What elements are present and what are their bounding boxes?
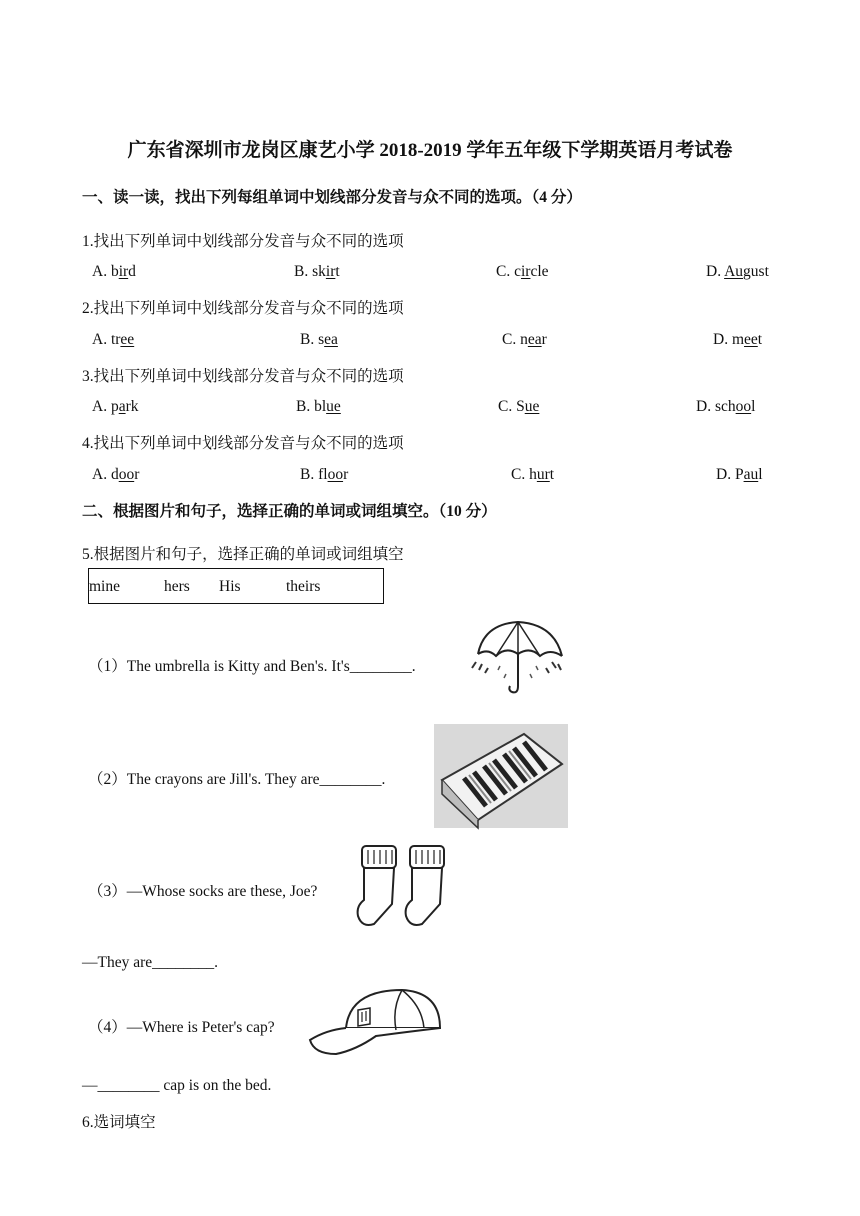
umbrella-image [470, 618, 570, 700]
q5-item-2: （2）The crayons are Jill's. They are________. [88, 771, 386, 788]
question-3-stem: 3.找出下列单词中划线部分发音与众不同的选项 [82, 368, 404, 385]
question-6-stem: 6.选词填空 [82, 1114, 156, 1131]
q2-option-b: B. sea [300, 331, 338, 348]
q3-option-a: A. park [92, 398, 139, 415]
question-2-stem: 2.找出下列单词中划线部分发音与众不同的选项 [82, 300, 404, 317]
q1-option-a: A. bird [92, 263, 136, 280]
question-5-stem: 5.根据图片和句子，选择正确的单词或词组填空 [82, 546, 404, 563]
page-title: 广东省深圳市龙岗区康艺小学 2018-2019 学年五年级下学期英语月考试卷 [127, 140, 733, 161]
q4-option-d: D. Paul [716, 466, 763, 483]
q3-option-d: D. school [696, 398, 756, 415]
q2-option-c: C. near [502, 331, 547, 348]
q2-option-a: A. tree [92, 331, 135, 348]
section-1-heading: 一、读一读，找出下列每组单词中划线部分发音与众不同的选项。（4 分） [82, 189, 582, 206]
word-bank-word: mine [89, 578, 120, 595]
q5-item-4-answer: —________ cap is on the bed. [82, 1077, 272, 1094]
q4-option-a: A. door [92, 466, 140, 483]
q5-item-1: （1）The umbrella is Kitty and Ben's. It's________. [88, 658, 416, 675]
q1-option-c: C. circle [496, 263, 549, 280]
q4-option-b: B. floor [300, 466, 349, 483]
q5-item-3: （3）—Whose socks are these, Joe? [88, 883, 318, 900]
q1-option-d: D. August [706, 263, 769, 280]
cap-image [306, 984, 446, 1058]
q2-option-d: D. meet [713, 331, 763, 348]
section-2-heading: 二、根据图片和句子，选择正确的单词或词组填空。（10 分） [82, 503, 497, 520]
word-bank-word: theirs [286, 578, 321, 595]
q3-option-c: C. Sue [498, 398, 540, 415]
q5-item-3-answer: —They are________. [82, 954, 219, 971]
q4-option-c: C. hurt [511, 466, 555, 483]
word-bank-box [88, 568, 384, 604]
question-1-stem: 1.找出下列单词中划线部分发音与众不同的选项 [82, 233, 404, 250]
socks-image [352, 842, 452, 930]
word-bank-word: His [219, 578, 241, 595]
question-4-stem: 4.找出下列单词中划线部分发音与众不同的选项 [82, 435, 404, 452]
q5-item-4: （4）—Where is Peter's cap? [88, 1019, 275, 1036]
crayons-image [434, 724, 568, 828]
q3-option-b: B. blue [296, 398, 341, 415]
word-bank-word: hers [164, 578, 190, 595]
q1-option-b: B. skirt [294, 263, 340, 280]
